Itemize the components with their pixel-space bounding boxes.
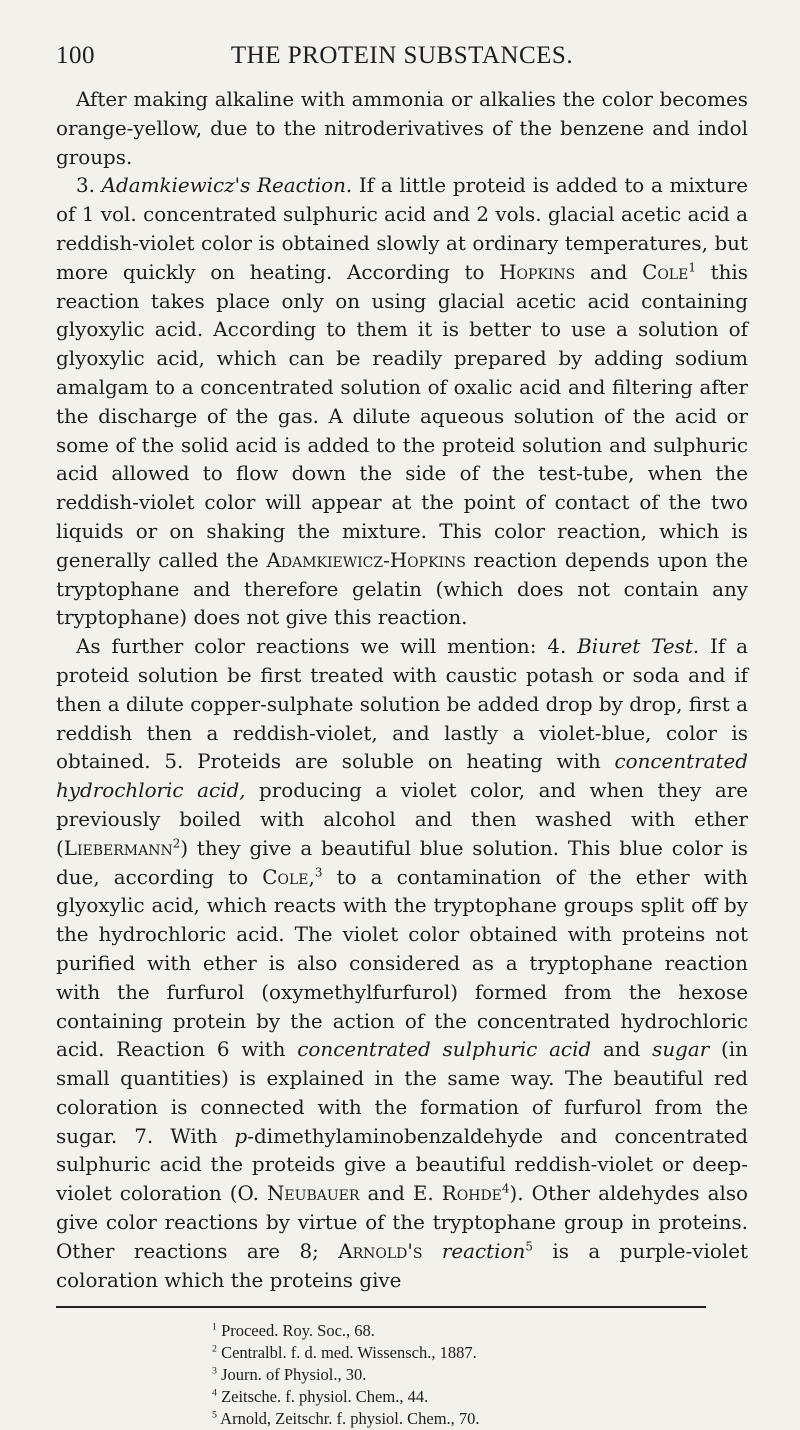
- author-name: Adamkiewicz-Hopkins: [266, 548, 466, 572]
- footnote-ref: 4: [501, 1181, 510, 1196]
- text-run: and: [589, 260, 628, 284]
- author-name: Arnold's: [338, 1239, 423, 1263]
- text-run: and: [602, 1038, 641, 1062]
- footnote-ref: 2: [172, 836, 181, 851]
- text-run: producing a violet color, and when they are previously boiled with alcohol and then washed with ether (: [56, 779, 748, 860]
- footnote: [212, 1364, 748, 1386]
- paragraph: [56, 86, 748, 172]
- footnotes: [56, 1320, 748, 1430]
- page-number: 100: [56, 42, 95, 69]
- text-run: and E.: [367, 1182, 434, 1206]
- author-name: Cole,: [262, 865, 315, 889]
- footnote: [212, 1408, 748, 1430]
- text-run: reaction depends upon the tryptophane and therefore gelatin (which does not contain any tryptophane) does not give this reaction.: [56, 548, 749, 630]
- footnote-ref: 3: [314, 864, 323, 879]
- emphasis: concentrated hydrochloric acid,: [56, 750, 748, 803]
- book-page: [56, 42, 748, 1430]
- text-run: is a purple-violet coloration which the proteins give: [56, 1239, 749, 1292]
- text-run: ) they give a beautiful blue solution. This blue color is due, according to: [56, 836, 748, 889]
- footnote-number: 5: [212, 1409, 217, 1421]
- footnote-number: 2: [212, 1343, 217, 1355]
- section-title: Adamkiewicz's Reaction.: [101, 174, 353, 198]
- footnote-text: Journ. of Physiol., 30.: [221, 1364, 367, 1384]
- text-run: ). Other aldehydes also give color reactions by virtue of the tryptophane group in proteins. Other reactions are 8;: [56, 1182, 748, 1263]
- footnote-number: 1: [212, 1321, 217, 1333]
- footnote-number: 4: [212, 1387, 217, 1399]
- footnote: [212, 1320, 748, 1342]
- footnote: [212, 1342, 748, 1364]
- footnote-ref: 5: [525, 1239, 533, 1254]
- author-name: Cole: [642, 260, 689, 284]
- author-name: Rohde: [441, 1182, 502, 1206]
- text-run: (in small quantities) is explained in the same way. The beautiful red coloration is connected with the formation of furfurol from the sugar. 7. With: [56, 1038, 748, 1148]
- text-run: If a proteid solution be first treated with caustic potash or soda and if then a dilute copper-sulphate solution be added drop by drop, first a reddish then a reddish-violet, and lastly a violet-blue, color is obtained. 5. Proteids are soluble on heating with: [56, 635, 748, 774]
- text-run: to a contamination of the ether with glyoxylic acid, which reacts with the tryptophane groups split off by the hydrochloric acid. The violet color obtained with proteins not purified with ether is also considered as a tryptophane reaction with the furfurol (oxymethylfurfurol) formed from the hexose containing protein by the action of the concentrated hydrochloric acid. Reaction 6 with: [56, 865, 748, 1062]
- body-text: [56, 86, 748, 1295]
- footnote-ref: 1: [688, 260, 696, 275]
- emphasis: concentrated sulphuric acid: [297, 1038, 592, 1062]
- page-header: [56, 42, 748, 70]
- emphasis: p: [234, 1124, 248, 1148]
- footnote: [212, 1386, 748, 1408]
- footnote-divider: [56, 1306, 706, 1308]
- paragraph: [56, 633, 748, 1295]
- footnote-text: Centralbl. f. d. med. Wissensch., 1887.: [221, 1342, 477, 1362]
- section-title: Biuret Test.: [577, 635, 700, 659]
- text-run: As further color reactions we will mention: 4.: [76, 635, 567, 659]
- running-title: THE PROTEIN SUBSTANCES.: [230, 42, 574, 69]
- text-run: If a little proteid is added to a mixture of 1 vol. concentrated sulphuric acid and 2 vols. glacial acetic acid a reddish-violet color is obtained slowly at ordinary temperatures, but more quickly on heating. According to: [56, 174, 749, 284]
- emphasis: sugar: [652, 1038, 710, 1062]
- footnote-text: Proceed. Roy. Soc., 68.: [221, 1320, 375, 1340]
- footnote-text: Zeitsche. f. physiol. Chem., 44.: [221, 1386, 429, 1406]
- author-name: Liebermann: [63, 836, 173, 860]
- text-run: After making alkaline with ammonia or alkalies the color becomes orange-yellow, due to the nitroderivatives of the benzene and indol groups.: [56, 88, 748, 169]
- emphasis: reaction: [441, 1239, 526, 1263]
- paragraph: [56, 172, 748, 633]
- footnote-number: 3: [212, 1365, 217, 1377]
- author-name: Neubauer: [267, 1182, 360, 1206]
- text-run: -dimethylaminobenzaldehyde and concentrated sulphuric acid the proteids give a beautiful reddish-violet or deep-violet coloration (O.: [56, 1124, 748, 1206]
- text-run: 3.: [76, 174, 95, 198]
- author-name: Hopkins: [499, 260, 576, 284]
- text-run: this reaction takes place only on using glacial acetic acid containing glyoxylic acid. According to them it is better to use a solution of glyoxylic acid, which can be readily prepared by adding sodium amalgam to a concentrated solution of oxalic acid and filtering after the discharge of the gas. A dilute aqueous solution of the acid or some of the solid acid is added to the proteid solution and sulphuric acid allowed to flow down the side of the test-tube, when the reddish-violet color will appear at the point of contact of the two liquids or on shaking the mixture. This color reaction, which is generally called the: [56, 260, 748, 572]
- footnote-text: Arnold, Zeitschr. f. physiol. Chem., 70.: [220, 1408, 480, 1428]
